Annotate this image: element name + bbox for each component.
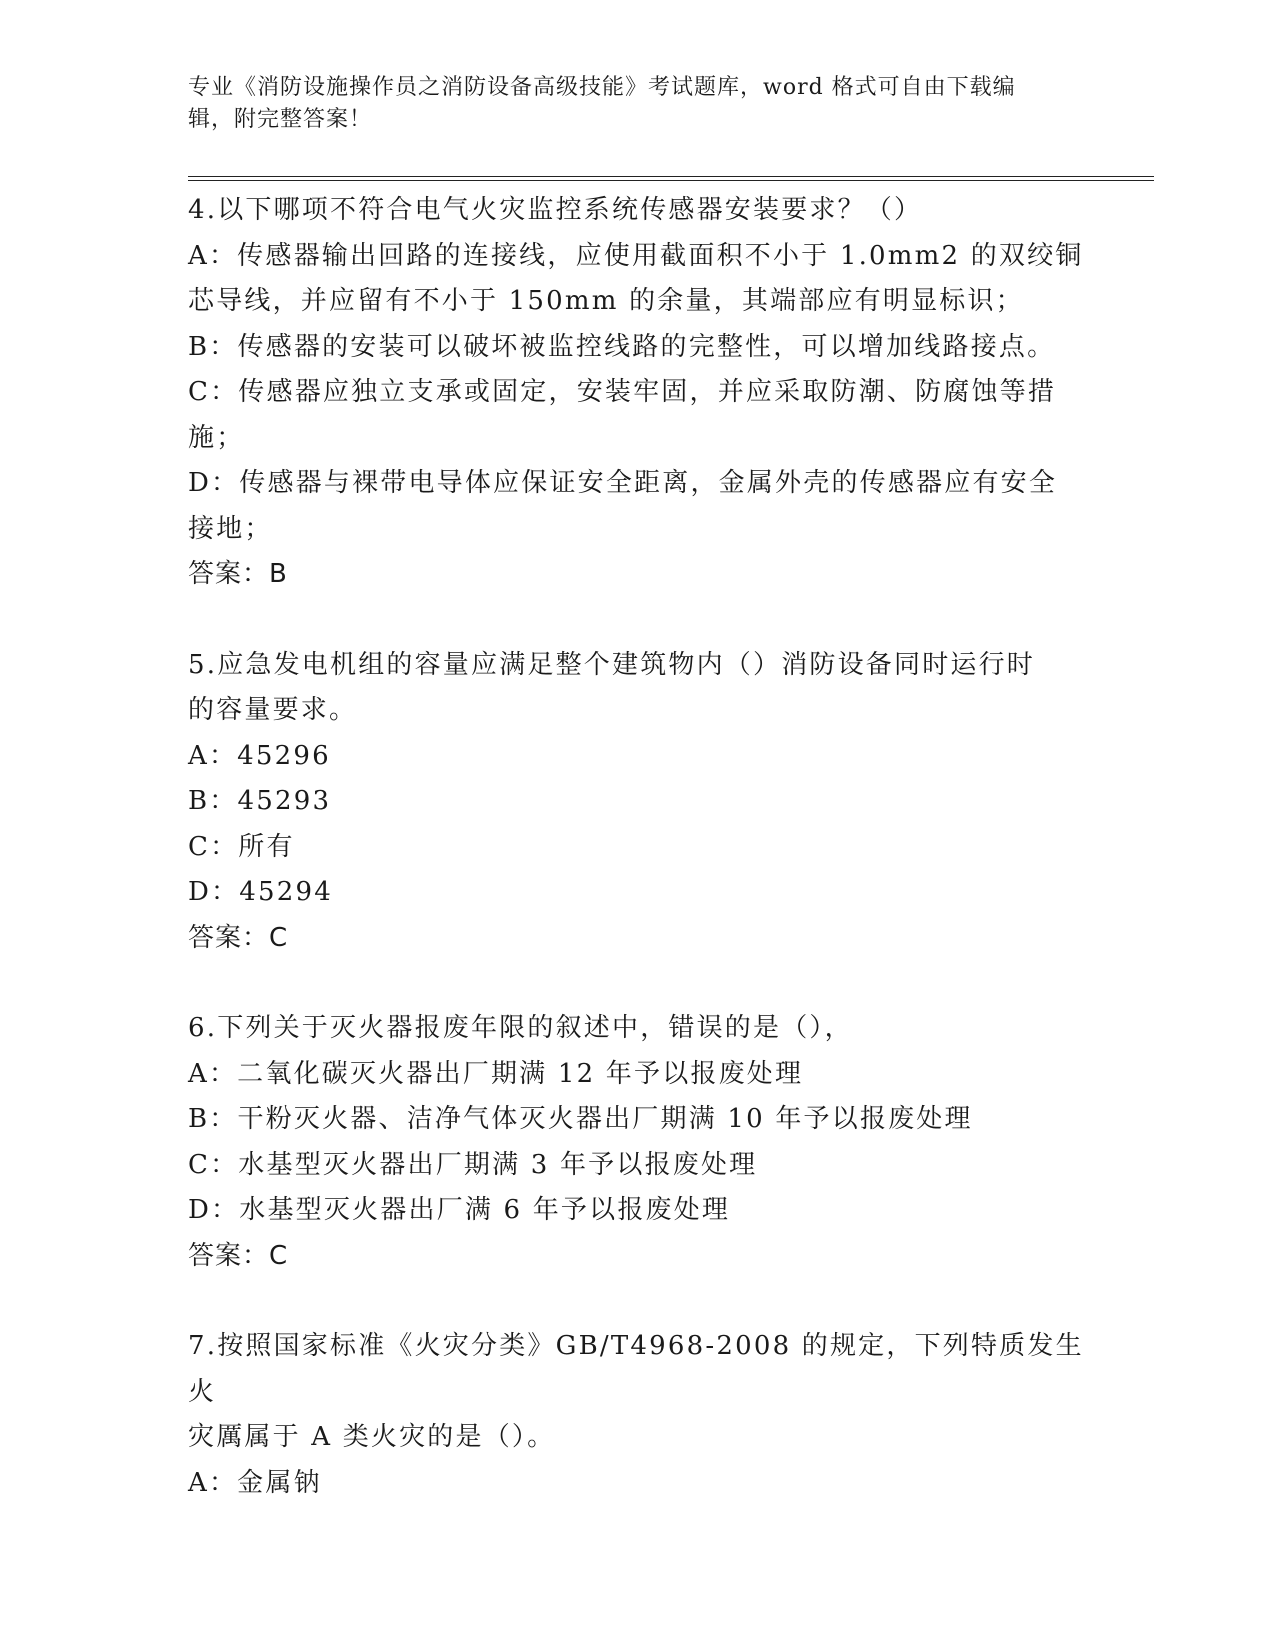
option-a: A：金属钠	[188, 1467, 322, 1498]
question-item	[188, 643, 1088, 962]
question-list	[188, 188, 1088, 1551]
option-c: 施；	[188, 422, 245, 453]
option-c: C：所有	[188, 831, 295, 862]
question-item	[188, 1324, 1088, 1506]
option-c: C：传感器应独立支承或固定，安装牢固，并应采取防潮、防腐蚀等措	[188, 377, 1057, 407]
header-divider	[188, 176, 1154, 181]
question-item	[188, 1006, 1088, 1279]
option-d: D：传感器与裸带电导体应保证安全距离，金属外壳的传感器应有安全	[188, 468, 1058, 498]
option-c: C：水基型灭火器出厂期满 3 年予以报废处理	[188, 1149, 758, 1180]
option-a: 芯导线，并应留有不小于 150mm 的余量，其端部应有明显标识；	[188, 286, 1024, 316]
option-d: D：45294	[188, 877, 333, 907]
question-item	[188, 188, 1088, 598]
question-stem: 7.按照国家标准《火灾分类》GB/T4968-2008 的规定，下列特质发生火	[188, 1331, 1084, 1407]
question-stem: 的容量要求。	[188, 695, 358, 725]
header-line: 专业《消防设施操作员之消防设备高级技能》考试题库，word 格式可自由下载编	[188, 75, 1016, 100]
option-a: A：传感器输出回路的连接线，应使用截面积不小于 1.0mm2 的双绞铜	[188, 240, 1084, 271]
question-stem: 5.应急发电机组的容量应满足整个建筑物内（）消防设备同时运行时	[188, 649, 1036, 680]
option-b: B：45293	[188, 786, 332, 816]
answer-line: 答案：C	[188, 1240, 289, 1271]
option-b: B：传感器的安装可以破坏被监控线路的完整性，可以增加线路接点。	[188, 331, 1056, 362]
option-d: 接地；	[188, 513, 273, 544]
question-stem: 灾厲属于 A 类火灾的是（）。	[188, 1422, 556, 1452]
question-stem: 6.下列关于灭火器报废年限的叙述中，错误的是（），	[188, 1013, 853, 1043]
option-a: A：二氧化碳灭火器出厂期满 12 年予以报废处理	[188, 1058, 804, 1089]
header-line: 辑，附完整答案！	[188, 107, 373, 132]
document-header	[188, 72, 1088, 136]
option-a: A：45296	[188, 740, 331, 771]
question-stem: 4.以下哪项不符合电气火灾监控系统传感器安装要求？（）	[188, 195, 923, 225]
option-d: D：水基型灭火器出厂满 6 年予以报废处理	[188, 1195, 731, 1225]
option-b: B：干粉灭火器、洁净气体灭火器出厂期满 10 年予以报废处理	[188, 1104, 973, 1134]
answer-line: 答案：C	[188, 922, 289, 953]
answer-line: 答案：B	[188, 559, 288, 589]
